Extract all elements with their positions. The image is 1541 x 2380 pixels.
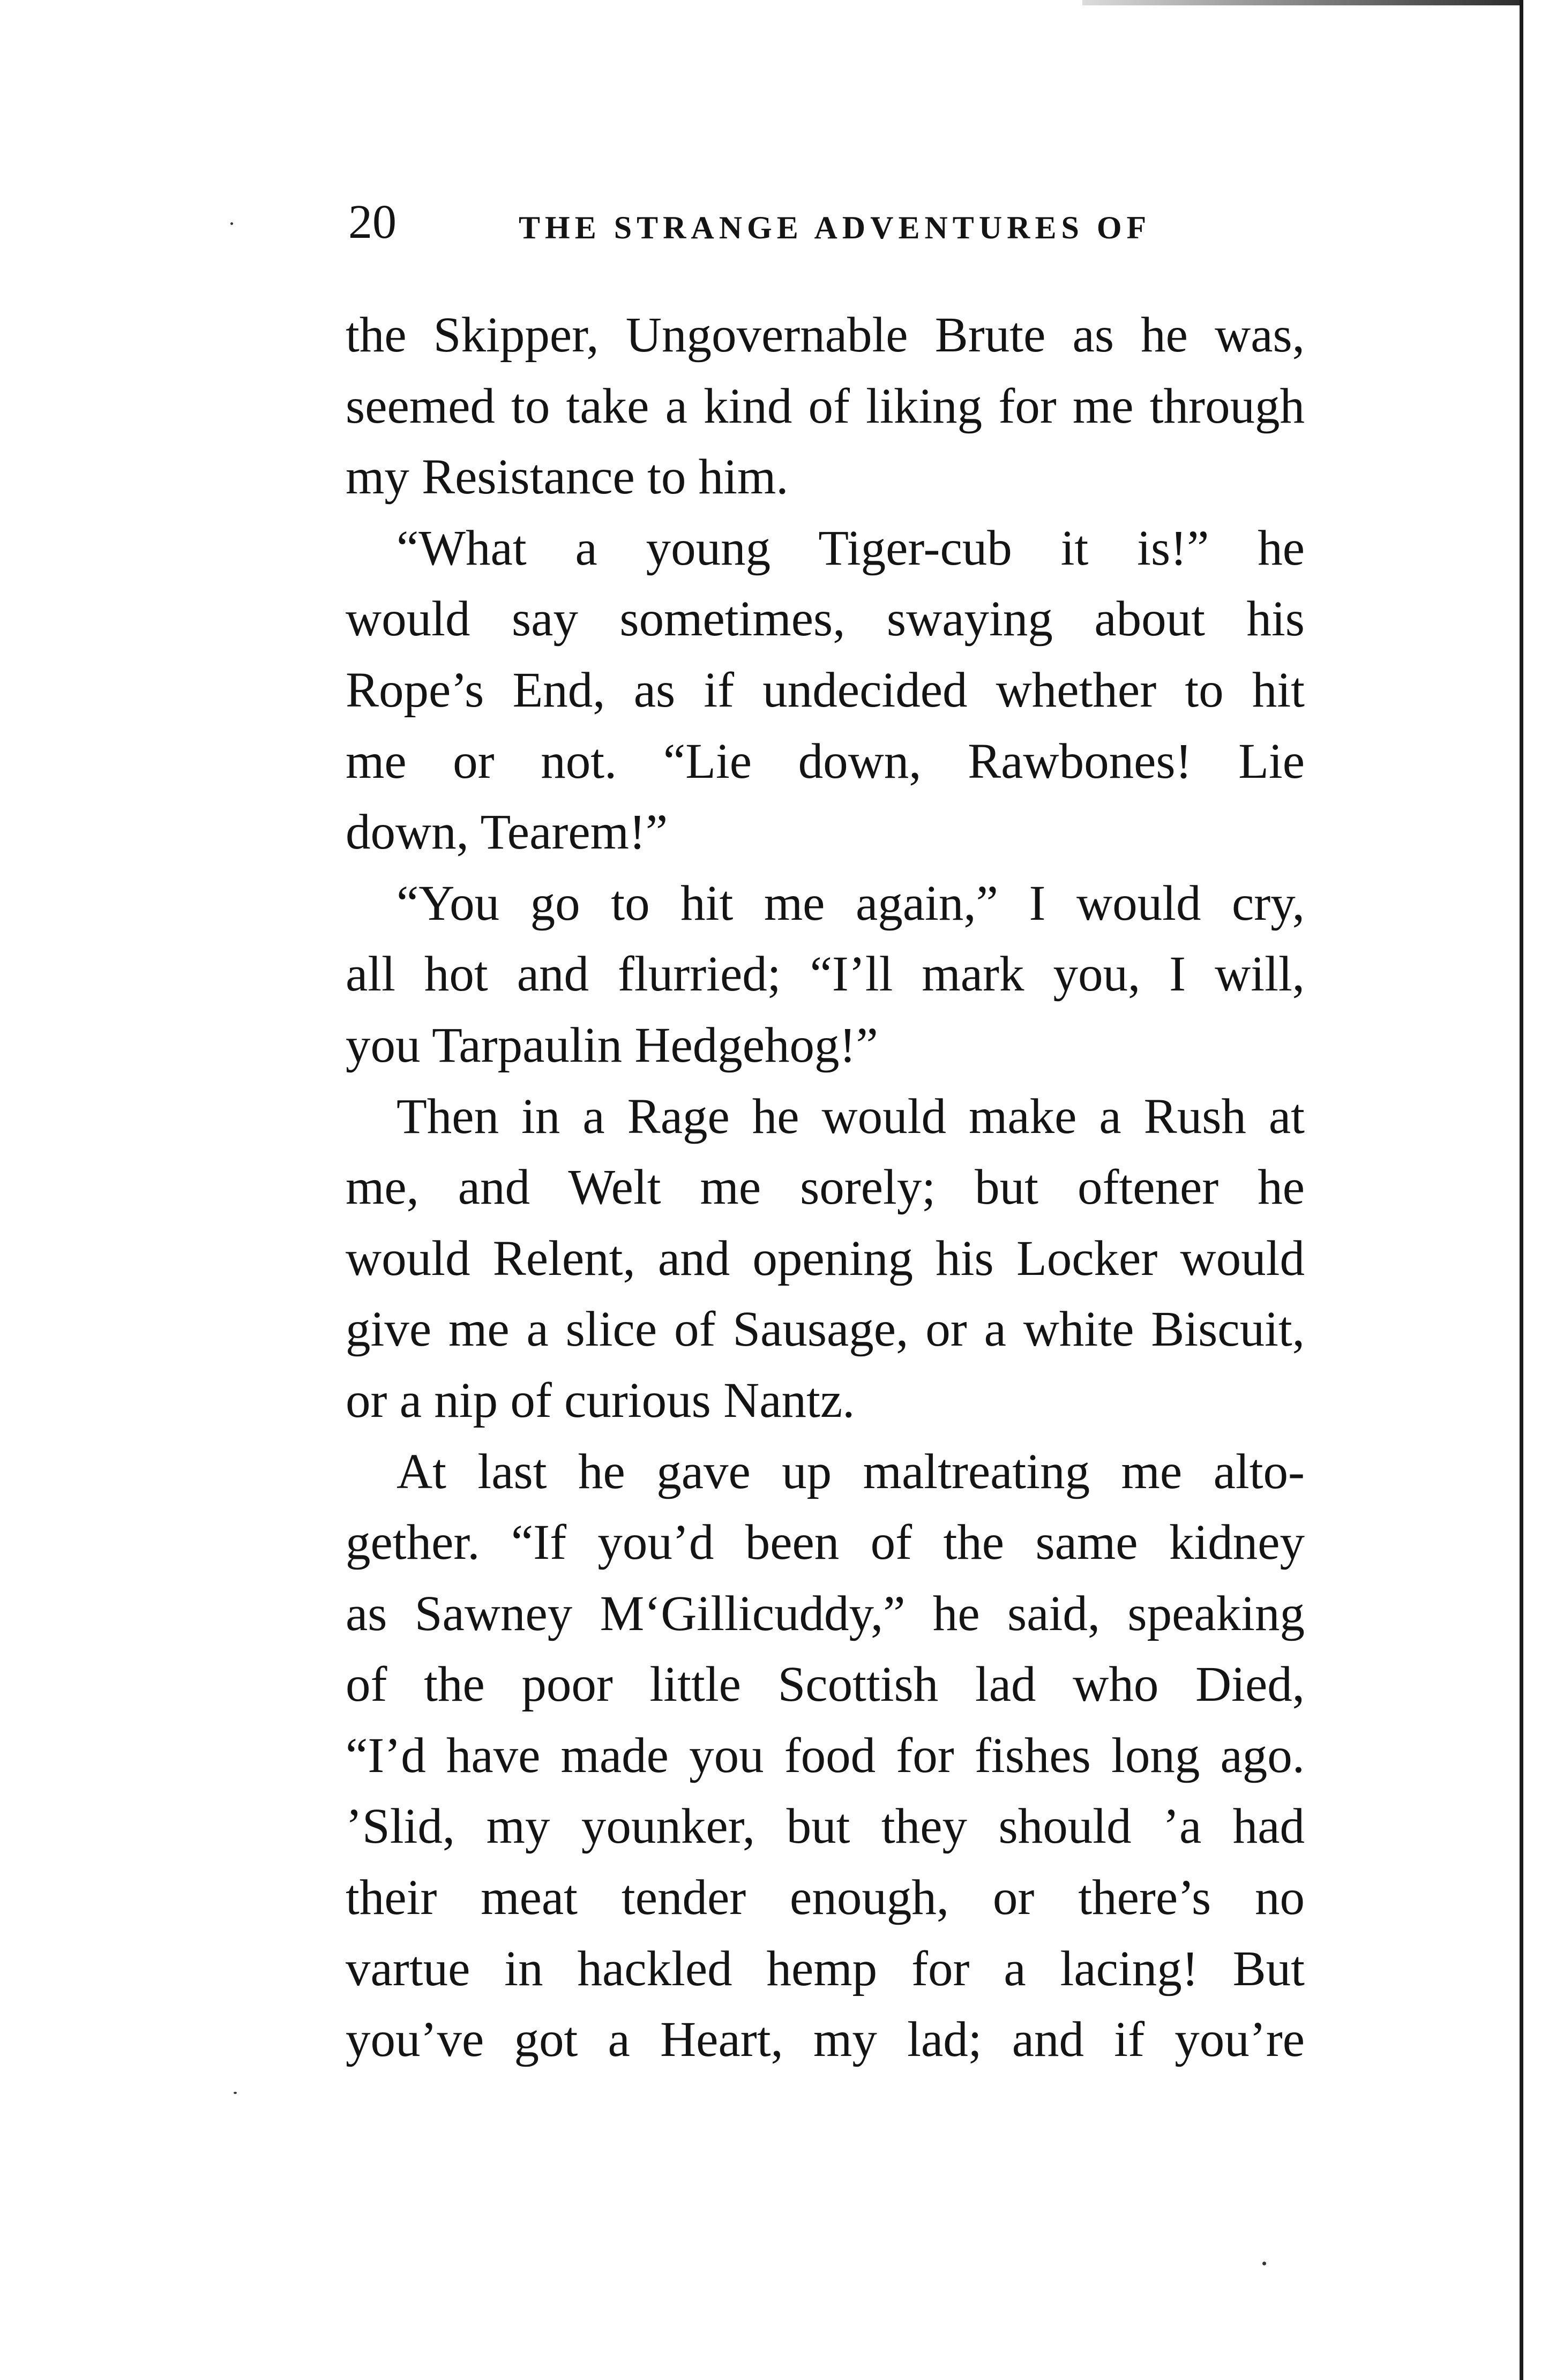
text-line: vartue in hackled hemp for a lacing! But xyxy=(346,1941,1305,1996)
text-line: seemed to take a kind of liking for me through xyxy=(346,378,1305,434)
text-line: “What a young Tiger-cub it is!” he xyxy=(397,520,1305,576)
body-text xyxy=(346,300,1305,2076)
running-head: THE STRANGE ADVENTURES OF xyxy=(519,210,1151,245)
text-line: of the poor little Scottish lad who Died, xyxy=(346,1657,1305,1713)
text-line: “You go to hit me again,” I would cry, xyxy=(397,875,1305,931)
text-line: or a nip of curious Nantz. xyxy=(346,1372,855,1428)
text-line: would say sometimes, swaying about his xyxy=(346,591,1305,647)
text-line: you’ve got a Heart, my lad; and if you’re xyxy=(346,2012,1305,2068)
text-line: “I’d have made you food for fishes long ago. xyxy=(346,1728,1305,1783)
text-line: Rope’s End, as if undecided whether to hit xyxy=(346,662,1305,718)
text-line: my Resistance to him. xyxy=(346,449,789,505)
right-edge-rule xyxy=(1520,0,1523,2380)
text-line: At last he gave up maltreating me alto- xyxy=(397,1444,1305,1499)
text-line: down, Tearem!” xyxy=(346,805,668,860)
text-line: me or not. “Lie down, Rawbones! Lie xyxy=(346,733,1305,789)
text-line: ’Slid, my younker, but they should ’a had xyxy=(346,1799,1305,1855)
text-line: their meat tender enough, or there’s no xyxy=(346,1870,1305,1926)
text-line: would Relent, and opening his Locker would xyxy=(346,1230,1305,1286)
text-line: me, and Welt me sorely; but oftener he xyxy=(346,1160,1305,1215)
margin-speck xyxy=(230,222,233,225)
margin-speck xyxy=(234,2092,237,2094)
top-edge-rule xyxy=(1082,0,1523,5)
margin-speck xyxy=(1262,2262,1266,2265)
text-line: all hot and flurried; “I’ll mark you, I will, xyxy=(346,947,1305,1002)
text-line: Then in a Rage he would make a Rush at xyxy=(397,1088,1305,1144)
text-line: you Tarpaulin Hedgehog!” xyxy=(346,1017,878,1073)
page-header xyxy=(348,185,1313,249)
text-line: gether. “If you’d been of the same kidney xyxy=(346,1515,1305,1571)
text-line: as Sawney M‘Gillicuddy,” he said, speaking xyxy=(346,1586,1305,1641)
text-line: give me a slice of Sausage, or a white Biscuit, xyxy=(346,1302,1305,1357)
text-line: the Skipper, Ungovernable Brute as he was, xyxy=(346,307,1305,363)
page-number: 20 xyxy=(348,196,397,249)
